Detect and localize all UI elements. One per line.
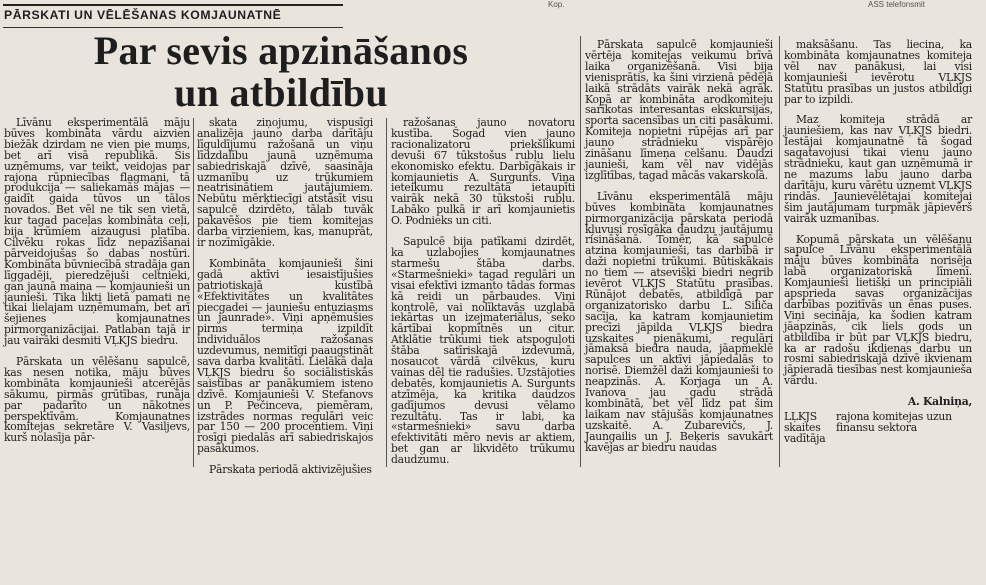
paragraph: Pārskata un vēlēšanu sapulcē, kas nesen notika, māju būves kombināta komjaunieši atcerējās sākumu, pirmās grūtības, runāja par padarīto un nākotnes perspektīvām. Komjaunatnes komitejas sekretāre V. Vasiljevs, kurš nolasīja pār- [4, 355, 190, 445]
column-divider [386, 118, 387, 467]
paragraph: ražošanas jauno novatoru kustība. Šogad vien jauno racionalizatoru priekšlikumi devuši 67 tūkstošus rubļu lielu ekonomisko efektu. Darbīgākais ir komjaunietis A. Surgunts. Viņa ieteikumu rezultātā ietaupīti vairāk nekā 30 tūkstoši rubļu. Labāko pulkā ir arī komjaunietis O. Podnieks un citi. [391, 116, 575, 228]
author-role: rajona komitejas uzun finansu sektora [836, 410, 952, 434]
top-edge-fragment: Kop. [548, 0, 565, 9]
paragraph: Kombināta komjaunieši šini gadā aktīvi iesaistījušies patriotiskajā kustībā «Efektivitātes un kvalitātes piecgadei — jauniešu entuziasms un jaunrade». Viņi apņēmušies pirms termiņa izpildīt individuālos ražošanas uzdevumus, nemitīgi paaugstināt sava darba kvalitāti. Lielākā daļa VĻKJS biedru šo sociālistiskās saistības ar panākumiem isteno dzīvē. Komjaunieši V. Stefanovs un P. Pečinceva, piemēram, izstrādes normas regulāri veic par 150 — 200 procentiem. Viņi rosīgi piedalās arī sabiedriskajos pasākumos. [197, 256, 373, 456]
column-divider [580, 36, 581, 467]
paragraph: Maz komiteja strādā ar jauniešiem, kas nav VĻKJS biedri. Iestājai komjaunatnē tā šogad sagatavojusi tikai vienu jauno strādnieku, kaut gan uzņēmumā ir ne mazums labu jauno darba darītāju, kuru vārētu uzņemt VĻKJS rindās. Jaunievēlētajai komitejai šim jautājumam turpmāk jāpievērš vairāk uzmanības. [784, 113, 973, 225]
author-org: LĻKJS skaites vadītāja [784, 410, 826, 445]
author-title-block [784, 412, 972, 445]
paragraph: Līvānu eksperimentālā māju būves kombināta komjaunatnes pirmorganizācija pārskata periodā kļuvusi rosīgāka daudzu jautājumu risināšanā. Tomēr, kā sapulcē atzina komjaunieši, tas darbībā ir daži nopietni trūkumi. Būtiskākais no tiem — atsevišķi biedri negrib ievērot VĻKJS Statūtu prasības. Rūnājot debatēs, atbildīgā par organizatorisko darbu L. Siliča sacīja, ka katram komjaunietim precīzi jāpilda VĻKJS biedra uzskaites pienākumi, regulāri jāmaksā biedra nauda, jāapmeklē sapulces un aktīvi jāpiedalās to norisē. Diemžēl daži komjaunieši to neapzinās. A. Korjaga un A. Ivanova jau gadu strādā kombinātā, bet vēl līdz pat šim laikam nav stājušās komjaunatnes uzskaitē. A. Zubarevičs, J. Jaungailis un J. Beķeris savukārt kavējas ar biedru naudas [585, 189, 773, 454]
paragraph: Sapulcē bija patīkami dzirdēt, ka uzlabojies komjaunatnes starmešu štāba darbs. «Starmešnieki» tagad regulāri un visai efektīvi izmanto tādas formas kā reidi un pārbaudes. Viņi kontrolē, vai nolīktavās uzglabā iekārtas un izejmateriālus, seko kārtībai kopmītnēs un citur. Atklātie trūkumi tiek atspoguļoti štāba satīriskajā izdevumā, nosaucot vārdā cilvēkus, kuru vainas dēļ tie radušies. Uzstājoties debatēs, komjaunietis A. Surgunts atzīmēja, ka kritika daudzos gadījumos devusi vēlamo rezultātu. Tas ir labi, ka «starmešnieki» savu darba efektivitāti mēro nevis ar aktiem, bet gan ar likvidēto trūkumu daudzumu. [391, 235, 575, 467]
article-column-3 [391, 0, 575, 585]
paragraph: Pārskata sapulcē komjaunieši vērtēja komitejas veikumu brīvā laika organizēšanā. Visi bija vienisprātis, ka šini virzienā pēdējā laikā strādāts vairāk nekā agrāk. Kopā ar kombināta arodkomiteju sarīkotas interesantas ekskursijas, sporta sacensības un citi pasākumi. Komiteja nopietni rūpējas arī par jauno strādnieku vispārējo zināšanu līmeņa celšanu. Daudzi jaunieši, kam vēl nav vidējās izglītības, tagad mācās vakarskolā. [585, 38, 773, 182]
section-rubric: PĀRSKATI UN VĒLĒŠANAS KOMJAUNATNĒ [3, 4, 343, 28]
paragraph: maksāšanu. Tas liecina, ka kombināta komjaunatnes komiteja vēl nav panākusi, lai visi komjaunieši ievērotu VĻKJS Statūtu prasības un justos atbildīgi par to izpildi. [784, 38, 972, 106]
author-signature: A. Kalniņa, [907, 395, 972, 409]
article-column-4 [585, 0, 773, 507]
paragraph: Kopumā pārskata un vēlēšanu sapulce Līvānu eksperimentālā māju būves kombināta norisēja labā organizatoriskā līmenī. Komjaunieši lietišķi un principiāli apsprieda savas organizācijas darbības pozitīvās un ēnas puses. Viņi secināja, ka šodien katram jāapzinās, cik liels gods un atbildība ir būt par VĻKJS biedru, ka ar radošu ikdienas darbu un rosmi sabiedriskajā dzīvē ikvienam jāpieradā tiesības nest komjaunieša vārdu. [784, 232, 972, 388]
paragraph: Līvānu eksperimentālā māju būves kombināta vārdu aizvien biežāk dzirdam ne vien pie mums, bet arī visā republikā. Šis uzņēmums, var teikt, veidojas par rajona rūpniecības flagmani, tā produkcija — saliekamās mājas — gaidīt gaida tūvos un tālos novados. Bet vēl ne tik sen vietā, kur tagad paceļas kombināta ceļi, bija krūmiem aizaugusi platība. Cilvēku rokas līdz nepazīšanai pārveidojušas šo dabas nostūri. Kombināta būvniecībā stradāja gan līggadēji, pieredzējuši celtnieki, gan jaunā maiņa — komjaunieši un jaunieši. Tika likti lietā pamati ne tikai lielajam uzņēmumam, bet arī šejienes komjaunatnes pirmorganizācijai. Patlaban tajā ir jau vairāki desmiti VĻKJS biedru. [4, 116, 190, 348]
column-divider [193, 118, 194, 467]
paragraph: Pārskata periodā aktivizējušies [209, 463, 372, 477]
top-edge-fragment-right: ASS telefonsmit [868, 0, 925, 9]
headline-line-1: Par sevis apzināšanos [93, 28, 469, 73]
column-divider [779, 36, 780, 467]
article-column-5 [784, 0, 972, 507]
headline-line-2: un atbildību [174, 70, 388, 115]
article-column-2 [197, 0, 373, 585]
article-column-1 [4, 0, 190, 585]
paragraph: skata ziņojumu, vispusīgi analizēja jauno darba darītāju līguldījumu ražošanā un viņu līdzdalību jaunā uzņēmuma sabiedriskajā dzīvē, saasināja uzmanību uz trūkumiem neatrisinātiem jautājumiem. Nebūtu mērķtiecīgi atstāsīt visu sapulcē dzirdēto, tālab tuvāk pakavēšos pie tiem komitejas darba virzieniem, kas, manuprāt, ir nozīmīgākie. [197, 116, 373, 249]
